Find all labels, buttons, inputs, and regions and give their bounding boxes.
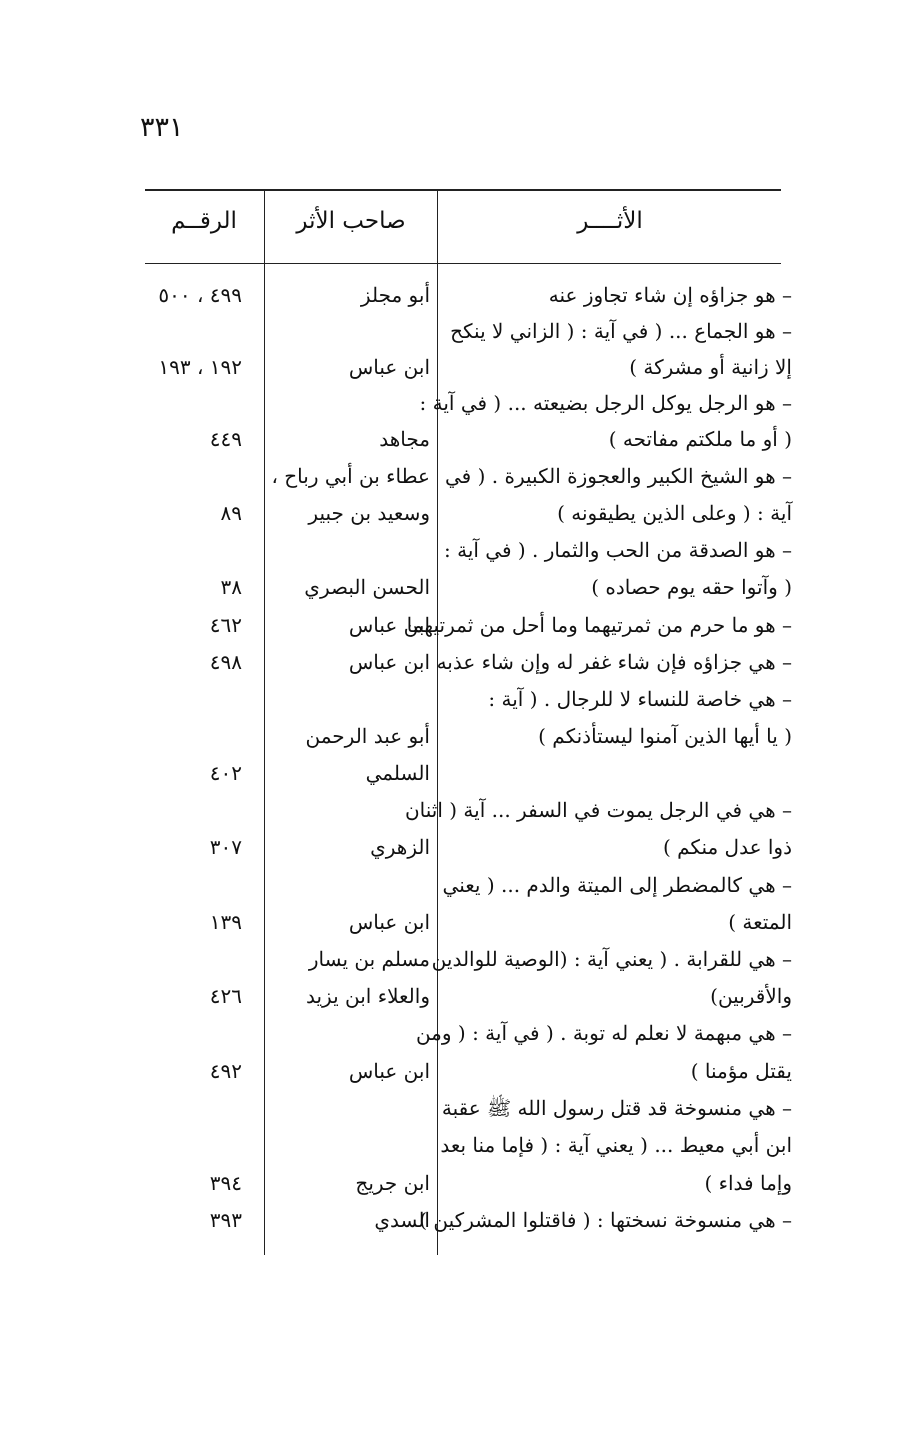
athar-line: ابن أبي معيط ... ( يعني آية : ( فإما منا بعد (440, 1133, 792, 1157)
column-divider-right (437, 190, 438, 1255)
sahib-line: السلمي (365, 761, 430, 785)
raqm-line: ٣٩٤ (209, 1171, 242, 1195)
raqm-line: ٤٦٢ (209, 613, 242, 637)
raqm-line: ٤٩٩ ، ٥٠٠ (158, 283, 242, 307)
sahib-line: ابن عباس (348, 650, 430, 674)
column-divider-left (264, 190, 265, 1255)
athar-line: – هو ما حرم من ثمرتيهما وما أحل من ثمرتيهما (406, 613, 792, 637)
athar-line: والأقربين) (710, 984, 792, 1008)
header-separator-rule (145, 263, 781, 264)
table-top-rule (145, 189, 781, 191)
sahib-line: مجاهد (379, 427, 430, 451)
athar-line: – هي جزاؤه فإن شاء غفر له وإن شاء عذبه (436, 650, 792, 674)
athar-line: المتعة ) (728, 910, 792, 934)
raqm-line: ٤٠٢ (209, 761, 242, 785)
athar-line: يقتل مؤمنا ) (690, 1059, 792, 1083)
sahib-line: عطاء بن أبي رباح ، (271, 464, 430, 488)
sahib-line: وسعيد بن جبير (308, 501, 430, 525)
athar-line: – هي منسوخة قد قتل رسول الله ﷺ عقبة (441, 1096, 792, 1120)
raqm-line: ٨٩ (220, 501, 242, 525)
sahib-line: الزهري (370, 835, 430, 859)
sahib-line: والعلاء ابن يزيد (305, 984, 430, 1008)
sahib-line: ابن عباس (348, 1059, 430, 1083)
athar-line: – هي كالمضطر إلى الميتة والدم ... ( يعني (442, 873, 792, 897)
athar-line: وإما فداء ) (704, 1171, 792, 1195)
raqm-line: ٤٩٢ (209, 1059, 242, 1083)
athar-line: ( أو ما ملكتم مفاتحه ) (608, 427, 792, 451)
sahib-line: ابن عباس (348, 613, 430, 637)
sahib-line: الحسن البصري (304, 575, 430, 599)
athar-line: – هو الجماع ... ( في آية : ( الزاني لا ينكح (450, 319, 792, 343)
athar-line: – هي مبهمة لا نعلم له توبة . ( في آية : ( ومن (415, 1021, 792, 1045)
header-athar: الأثــــر (577, 208, 643, 234)
raqm-line: ٤٩٨ (209, 650, 242, 674)
raqm-line: ٤٤٩ (209, 427, 242, 451)
athar-line: ( وآتوا حقه يوم حصاده ) (591, 575, 792, 599)
sahib-line: ابن عباس (348, 910, 430, 934)
raqm-line: ٣٩٣ (209, 1208, 242, 1232)
athar-line: – هي في الرجل يموت في السفر ... آية ( اثنان (404, 798, 792, 822)
athar-line: – هو الشيخ الكبير والعجوزة الكبيرة . ( في (445, 464, 792, 488)
sahib-line: ابن جريج (355, 1171, 430, 1195)
header-raqm: الرقــم (171, 208, 237, 234)
raqm-line: ٤٢٦ (209, 984, 242, 1008)
athar-line: إلا زانية أو مشركة ) (629, 355, 792, 379)
raqm-line: ٣٨ (220, 575, 242, 599)
athar-line: ( يا أيها الذين آمنوا ليستأذنكم ) (538, 724, 792, 748)
athar-line: – هي خاصة للنساء لا للرجال . ( آية : (488, 687, 792, 711)
raqm-line: ١٣٩ (209, 910, 242, 934)
sahib-line: أبو مجلز (360, 283, 430, 307)
raqm-line: ١٩٢ ، ١٩٣ (158, 355, 242, 379)
athar-line: ذوا عدل منكم ) (662, 835, 792, 859)
athar-line: آية : ( وعلى الذين يطيقونه ) (557, 501, 792, 525)
athar-line: – هو الصدقة من الحب والثمار . ( في آية : (444, 538, 792, 562)
sahib-line: أبو عبد الرحمن (305, 724, 430, 748)
athar-line: – هي منسوخة نسختها : ( فاقتلوا المشركين ) (419, 1208, 792, 1232)
page-number: ٣٣١ (140, 112, 184, 143)
athar-line: – هو الرجل يوكل الرجل بضيعته ... ( في آية : (419, 391, 792, 415)
athar-line: – هي للقرابة . ( يعني آية : (الوصية للوالدين (431, 947, 792, 971)
athar-line: – هو جزاؤه إن شاء تجاوز عنه (548, 283, 792, 307)
sahib-line: مسلم بن يسار (308, 947, 430, 971)
sahib-line: ابن عباس (348, 355, 430, 379)
sahib-line: السدي (374, 1208, 430, 1232)
raqm-line: ٣٠٧ (209, 835, 242, 859)
header-sahib: صاحب الأثر (296, 208, 406, 234)
